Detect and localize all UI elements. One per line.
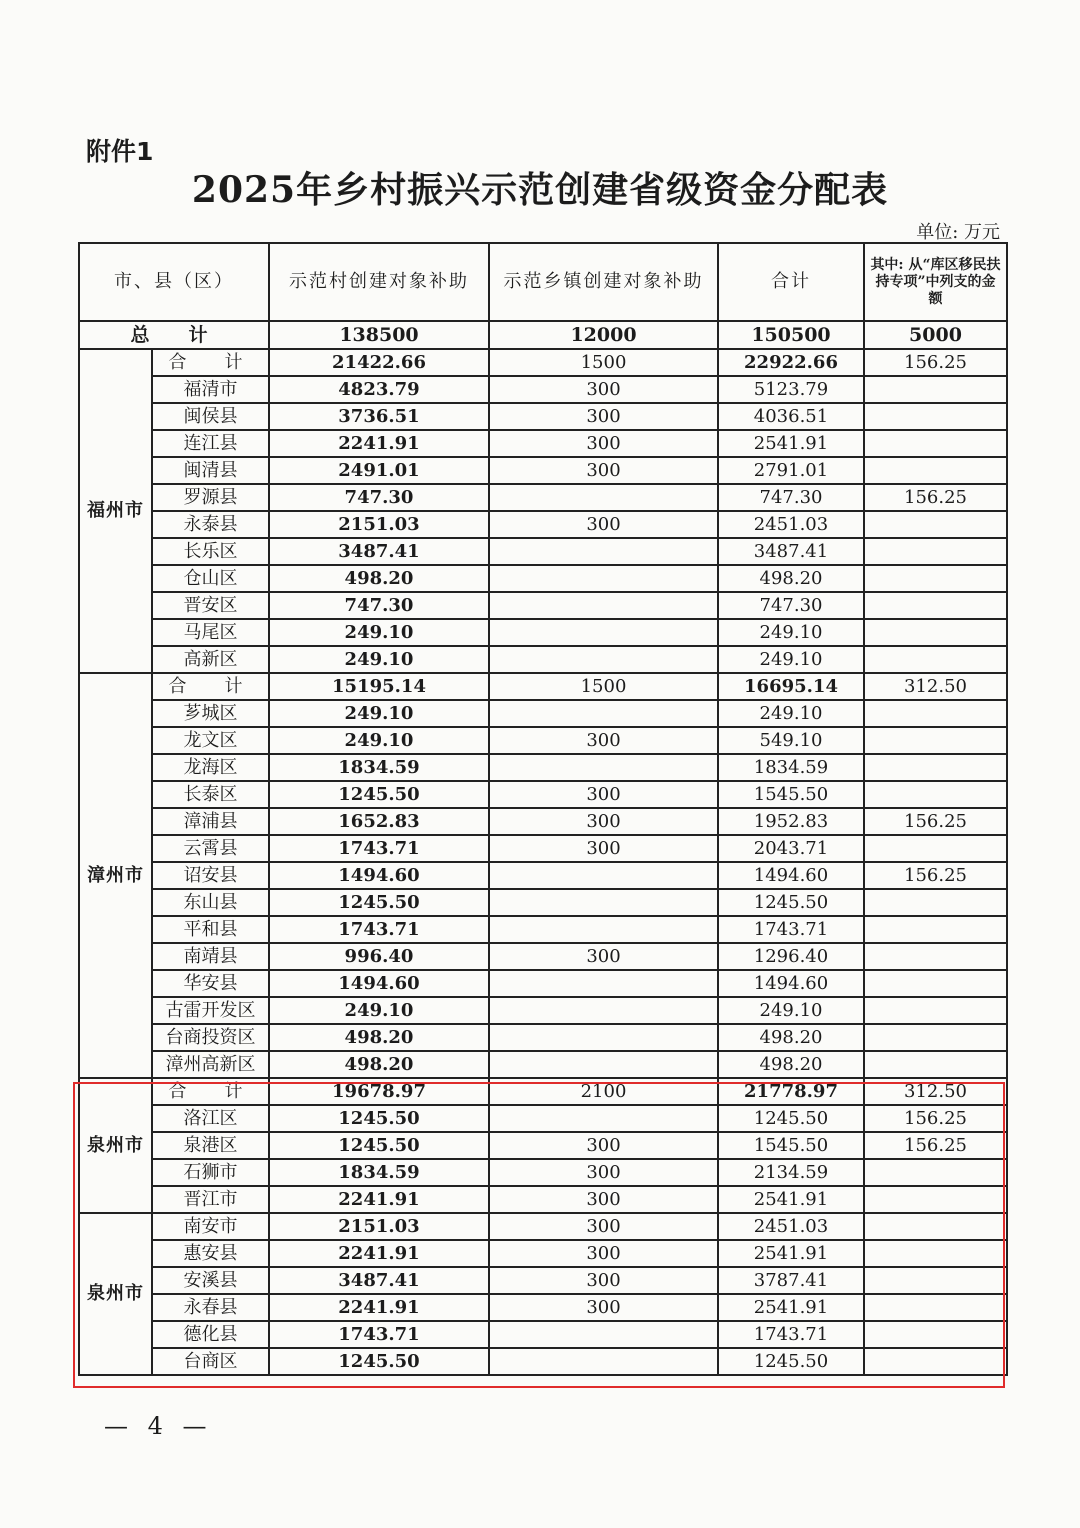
- city-cell: 泉州市: [79, 1213, 152, 1375]
- county-name: 芗城区: [152, 700, 269, 727]
- sum-value: 5123.79: [718, 376, 864, 403]
- table-row: [79, 1105, 1007, 1132]
- town-subsidy-value: [489, 484, 718, 511]
- reservoir-fund-value: [864, 889, 1007, 916]
- town-subsidy-value: 300: [489, 808, 718, 835]
- reservoir-fund-value: 156.25: [864, 1105, 1007, 1132]
- table-row: [79, 1159, 1007, 1186]
- village-subsidy-value: 1245.50: [269, 781, 489, 808]
- village-subsidy-value: 1743.71: [269, 835, 489, 862]
- town-subsidy-value: 2100: [489, 1078, 718, 1105]
- village-subsidy-value: 1494.60: [269, 862, 489, 889]
- county-name: 长泰区: [152, 781, 269, 808]
- sum-value: 2043.71: [718, 835, 864, 862]
- village-subsidy-value: 2151.03: [269, 1213, 489, 1240]
- table-row: [79, 646, 1007, 673]
- sum-value: 2541.91: [718, 1186, 864, 1213]
- town-subsidy-value: 300: [489, 835, 718, 862]
- reservoir-fund-value: [864, 1024, 1007, 1051]
- reservoir-fund-value: [864, 457, 1007, 484]
- sum-value: 498.20: [718, 565, 864, 592]
- county-name: 合 计: [152, 673, 269, 700]
- county-name: 晋江市: [152, 1186, 269, 1213]
- unit-label: 单位: 万元: [916, 222, 1000, 243]
- column-header-town-subsidy: 示范乡镇创建对象补助: [489, 243, 718, 321]
- county-name: 长乐区: [152, 538, 269, 565]
- grand-total-sum: 150500: [718, 321, 864, 349]
- table-header-row: [79, 243, 1007, 321]
- village-subsidy-value: 249.10: [269, 727, 489, 754]
- reservoir-fund-value: [864, 835, 1007, 862]
- village-subsidy-value: 2241.91: [269, 1186, 489, 1213]
- reservoir-fund-value: [864, 1321, 1007, 1348]
- reservoir-fund-value: [864, 511, 1007, 538]
- sum-value: 249.10: [718, 619, 864, 646]
- sum-value: 2541.91: [718, 1294, 864, 1321]
- village-subsidy-value: 1652.83: [269, 808, 489, 835]
- table-row: [79, 376, 1007, 403]
- village-subsidy-value: 996.40: [269, 943, 489, 970]
- town-subsidy-value: 300: [489, 1132, 718, 1159]
- sum-value: 1743.71: [718, 1321, 864, 1348]
- county-name: 安溪县: [152, 1267, 269, 1294]
- town-subsidy-value: [489, 1051, 718, 1078]
- reservoir-fund-value: 312.50: [864, 673, 1007, 700]
- town-subsidy-value: 300: [489, 1159, 718, 1186]
- reservoir-fund-value: 312.50: [864, 1078, 1007, 1105]
- village-subsidy-value: 1743.71: [269, 1321, 489, 1348]
- reservoir-fund-value: [864, 430, 1007, 457]
- reservoir-fund-value: [864, 1213, 1007, 1240]
- sum-value: 3487.41: [718, 538, 864, 565]
- table-row: [79, 1267, 1007, 1294]
- sum-value: 1545.50: [718, 781, 864, 808]
- sum-value: 1952.83: [718, 808, 864, 835]
- village-subsidy-value: 249.10: [269, 646, 489, 673]
- grand-total-label: 总 计: [79, 321, 269, 349]
- town-subsidy-value: [489, 592, 718, 619]
- sum-value: 498.20: [718, 1051, 864, 1078]
- county-name: 连江县: [152, 430, 269, 457]
- table-row: [79, 727, 1007, 754]
- town-subsidy-value: 300: [489, 1186, 718, 1213]
- reservoir-fund-value: [864, 1159, 1007, 1186]
- sum-value: 498.20: [718, 1024, 864, 1051]
- subtotal-row: [79, 349, 1007, 376]
- column-header-total: 合计: [718, 243, 864, 321]
- county-name: 台商区: [152, 1348, 269, 1375]
- village-subsidy-value: 747.30: [269, 592, 489, 619]
- county-name: 台商投资区: [152, 1024, 269, 1051]
- town-subsidy-value: 300: [489, 1267, 718, 1294]
- column-header-village-subsidy: 示范村创建对象补助: [269, 243, 489, 321]
- county-name: 德化县: [152, 1321, 269, 1348]
- table-row: [79, 1051, 1007, 1078]
- table-row: [79, 1240, 1007, 1267]
- town-subsidy-value: [489, 700, 718, 727]
- reservoir-fund-value: [864, 1294, 1007, 1321]
- county-name: 东山县: [152, 889, 269, 916]
- sum-value: 1296.40: [718, 943, 864, 970]
- town-subsidy-value: [489, 997, 718, 1024]
- reservoir-fund-value: [864, 700, 1007, 727]
- county-name: 闽侯县: [152, 403, 269, 430]
- county-name: 龙文区: [152, 727, 269, 754]
- village-subsidy-value: 3487.41: [269, 1267, 489, 1294]
- table-row: [79, 619, 1007, 646]
- table-row: [79, 700, 1007, 727]
- table-row: [79, 1024, 1007, 1051]
- reservoir-fund-value: [864, 943, 1007, 970]
- town-subsidy-value: 300: [489, 457, 718, 484]
- town-subsidy-value: [489, 1348, 718, 1375]
- county-name: 罗源县: [152, 484, 269, 511]
- grand-total-town: 12000: [489, 321, 718, 349]
- page-number: — 4 —: [104, 1412, 213, 1440]
- county-name: 古雷开发区: [152, 997, 269, 1024]
- town-subsidy-value: [489, 916, 718, 943]
- county-name: 南靖县: [152, 943, 269, 970]
- village-subsidy-value: 249.10: [269, 997, 489, 1024]
- village-subsidy-value: 2151.03: [269, 511, 489, 538]
- sum-value: 1834.59: [718, 754, 864, 781]
- sum-value: 2134.59: [718, 1159, 864, 1186]
- town-subsidy-value: 300: [489, 943, 718, 970]
- table-row: [79, 1213, 1007, 1240]
- reservoir-fund-value: 156.25: [864, 349, 1007, 376]
- village-subsidy-value: 498.20: [269, 1051, 489, 1078]
- sum-value: 2451.03: [718, 511, 864, 538]
- table-row: [79, 484, 1007, 511]
- city-cell: 福州市: [79, 349, 152, 673]
- town-subsidy-value: [489, 754, 718, 781]
- reservoir-fund-value: [864, 754, 1007, 781]
- village-subsidy-value: 249.10: [269, 700, 489, 727]
- sum-value: 747.30: [718, 484, 864, 511]
- reservoir-fund-value: [864, 538, 1007, 565]
- sum-value: 1494.60: [718, 862, 864, 889]
- sum-value: 249.10: [718, 646, 864, 673]
- table-row: [79, 916, 1007, 943]
- county-name: 华安县: [152, 970, 269, 997]
- table-row: [79, 862, 1007, 889]
- subtotal-row: [79, 673, 1007, 700]
- town-subsidy-value: 300: [489, 1294, 718, 1321]
- village-subsidy-value: 3736.51: [269, 403, 489, 430]
- reservoir-fund-value: [864, 727, 1007, 754]
- reservoir-fund-value: [864, 592, 1007, 619]
- town-subsidy-value: 1500: [489, 673, 718, 700]
- county-name: 云霄县: [152, 835, 269, 862]
- table-row: [79, 457, 1007, 484]
- reservoir-fund-value: [864, 565, 1007, 592]
- village-subsidy-value: 2241.91: [269, 430, 489, 457]
- county-name: 漳州高新区: [152, 1051, 269, 1078]
- reservoir-fund-value: [864, 1348, 1007, 1375]
- town-subsidy-value: [489, 619, 718, 646]
- village-subsidy-value: 249.10: [269, 619, 489, 646]
- town-subsidy-value: 1500: [489, 349, 718, 376]
- grand-total-row: [79, 321, 1007, 349]
- sum-value: 549.10: [718, 727, 864, 754]
- town-subsidy-value: 300: [489, 727, 718, 754]
- county-name: 诏安县: [152, 862, 269, 889]
- town-subsidy-value: 300: [489, 1240, 718, 1267]
- reservoir-fund-value: [864, 1051, 1007, 1078]
- county-name: 龙海区: [152, 754, 269, 781]
- town-subsidy-value: 300: [489, 430, 718, 457]
- sum-value: 2541.91: [718, 430, 864, 457]
- table-row: [79, 430, 1007, 457]
- table-row: [79, 1348, 1007, 1375]
- village-subsidy-value: 2241.91: [269, 1240, 489, 1267]
- village-subsidy-value: 498.20: [269, 1024, 489, 1051]
- town-subsidy-value: 300: [489, 376, 718, 403]
- reservoir-fund-value: [864, 403, 1007, 430]
- sum-value: 1245.50: [718, 1105, 864, 1132]
- county-name: 南安市: [152, 1213, 269, 1240]
- village-subsidy-value: 15195.14: [269, 673, 489, 700]
- grand-total-reservoir: 5000: [864, 321, 1007, 349]
- town-subsidy-value: 300: [489, 781, 718, 808]
- village-subsidy-value: 4823.79: [269, 376, 489, 403]
- reservoir-fund-value: [864, 970, 1007, 997]
- county-name: 石狮市: [152, 1159, 269, 1186]
- village-subsidy-value: 1245.50: [269, 889, 489, 916]
- reservoir-fund-value: 156.25: [864, 1132, 1007, 1159]
- table-row: [79, 565, 1007, 592]
- column-header-region: 市、县（区）: [79, 243, 269, 321]
- county-name: 高新区: [152, 646, 269, 673]
- table-row: [79, 943, 1007, 970]
- town-subsidy-value: [489, 565, 718, 592]
- table-row: [79, 754, 1007, 781]
- village-subsidy-value: 3487.41: [269, 538, 489, 565]
- table-row: [79, 592, 1007, 619]
- county-name: 合 计: [152, 1078, 269, 1105]
- county-name: 仓山区: [152, 565, 269, 592]
- sum-value: 249.10: [718, 997, 864, 1024]
- table-row: [79, 781, 1007, 808]
- sum-value: 1245.50: [718, 889, 864, 916]
- sum-value: 2451.03: [718, 1213, 864, 1240]
- document-title: 2025年乡村振兴示范创建省级资金分配表: [191, 169, 889, 211]
- table-row: [79, 1294, 1007, 1321]
- reservoir-fund-value: [864, 1186, 1007, 1213]
- town-subsidy-value: [489, 646, 718, 673]
- reservoir-fund-value: 156.25: [864, 808, 1007, 835]
- sum-value: 2791.01: [718, 457, 864, 484]
- village-subsidy-value: 1834.59: [269, 1159, 489, 1186]
- city-cell: 漳州市: [79, 673, 152, 1078]
- sum-value: 3787.41: [718, 1267, 864, 1294]
- table-row: [79, 511, 1007, 538]
- village-subsidy-value: 1245.50: [269, 1348, 489, 1375]
- table-row: [79, 970, 1007, 997]
- county-name: 晋安区: [152, 592, 269, 619]
- table-row: [79, 997, 1007, 1024]
- sum-value: 1494.60: [718, 970, 864, 997]
- reservoir-fund-value: 156.25: [864, 484, 1007, 511]
- county-name: 永春县: [152, 1294, 269, 1321]
- reservoir-fund-value: [864, 1267, 1007, 1294]
- county-name: 惠安县: [152, 1240, 269, 1267]
- county-name: 闽清县: [152, 457, 269, 484]
- grand-total-village: 138500: [269, 321, 489, 349]
- reservoir-fund-value: [864, 376, 1007, 403]
- county-name: 洛江区: [152, 1105, 269, 1132]
- village-subsidy-value: 1834.59: [269, 754, 489, 781]
- reservoir-fund-value: [864, 781, 1007, 808]
- table-row: [79, 835, 1007, 862]
- sum-value: 4036.51: [718, 403, 864, 430]
- table-row: [79, 1186, 1007, 1213]
- table-row: [79, 1132, 1007, 1159]
- village-subsidy-value: 1245.50: [269, 1105, 489, 1132]
- subtotal-row: [79, 1078, 1007, 1105]
- town-subsidy-value: [489, 538, 718, 565]
- sum-value: 21778.97: [718, 1078, 864, 1105]
- town-subsidy-value: [489, 862, 718, 889]
- county-name: 福清市: [152, 376, 269, 403]
- reservoir-fund-value: [864, 619, 1007, 646]
- sum-value: 747.30: [718, 592, 864, 619]
- town-subsidy-value: [489, 1024, 718, 1051]
- sum-value: 2541.91: [718, 1240, 864, 1267]
- village-subsidy-value: 21422.66: [269, 349, 489, 376]
- county-name: 永泰县: [152, 511, 269, 538]
- sum-value: 16695.14: [718, 673, 864, 700]
- town-subsidy-value: 300: [489, 1213, 718, 1240]
- village-subsidy-value: 1494.60: [269, 970, 489, 997]
- column-header-reservoir-fund: 其中: 从“库区移民扶持专项”中列支的金额: [864, 243, 1007, 321]
- town-subsidy-value: 300: [489, 511, 718, 538]
- table-row: [79, 889, 1007, 916]
- table-row: [79, 538, 1007, 565]
- county-name: 平和县: [152, 916, 269, 943]
- village-subsidy-value: 1245.50: [269, 1132, 489, 1159]
- town-subsidy-value: [489, 889, 718, 916]
- reservoir-fund-value: [864, 916, 1007, 943]
- county-name: 漳浦县: [152, 808, 269, 835]
- town-subsidy-value: [489, 1105, 718, 1132]
- village-subsidy-value: 19678.97: [269, 1078, 489, 1105]
- table-row: [79, 808, 1007, 835]
- county-name: 马尾区: [152, 619, 269, 646]
- table-row: [79, 1321, 1007, 1348]
- table-row: [79, 403, 1007, 430]
- county-name: 泉港区: [152, 1132, 269, 1159]
- allocation-table: [78, 242, 1008, 1376]
- reservoir-fund-value: [864, 646, 1007, 673]
- village-subsidy-value: 2241.91: [269, 1294, 489, 1321]
- town-subsidy-value: [489, 970, 718, 997]
- reservoir-fund-value: 156.25: [864, 862, 1007, 889]
- town-subsidy-value: [489, 1321, 718, 1348]
- attachment-label: 附件1: [86, 137, 154, 166]
- city-cell: 泉州市: [79, 1078, 152, 1213]
- reservoir-fund-value: [864, 997, 1007, 1024]
- village-subsidy-value: 1743.71: [269, 916, 489, 943]
- reservoir-fund-value: [864, 1240, 1007, 1267]
- village-subsidy-value: 498.20: [269, 565, 489, 592]
- sum-value: 22922.66: [718, 349, 864, 376]
- town-subsidy-value: 300: [489, 403, 718, 430]
- county-name: 合 计: [152, 349, 269, 376]
- village-subsidy-value: 747.30: [269, 484, 489, 511]
- sum-value: 1245.50: [718, 1348, 864, 1375]
- sum-value: 249.10: [718, 700, 864, 727]
- sum-value: 1743.71: [718, 916, 864, 943]
- sum-value: 1545.50: [718, 1132, 864, 1159]
- village-subsidy-value: 2491.01: [269, 457, 489, 484]
